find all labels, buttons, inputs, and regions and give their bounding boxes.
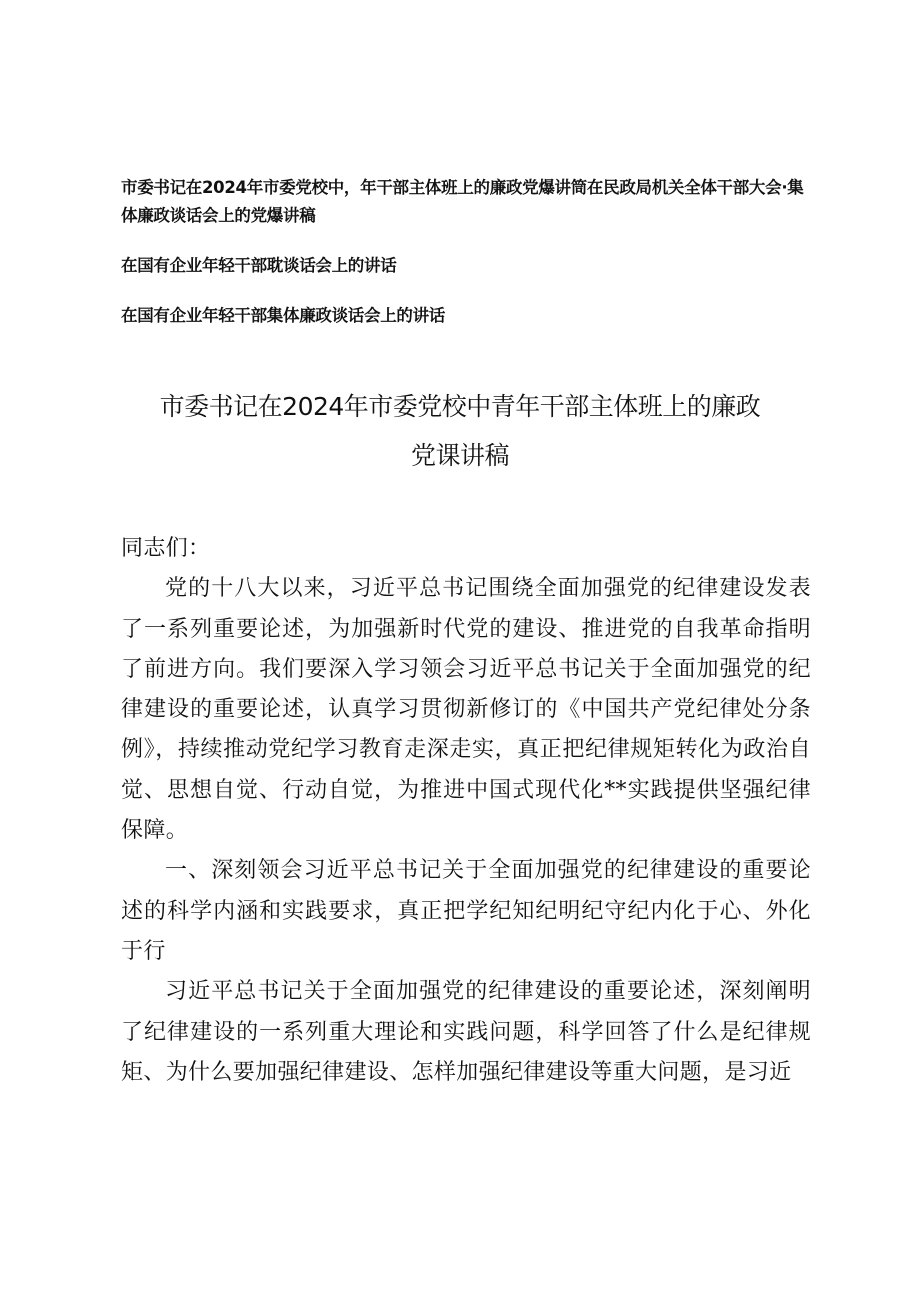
related-doc-item-2: 在国有企业年轻干部耽谈话会上的讲话 <box>121 256 397 275</box>
salutation: 同志们： <box>121 536 211 561</box>
section-heading-1: 一、深刻领会习近平总书记关于全面加强党的纪律建设的重要论述的科学内涵和实践要求，真正把学纪知纪明纪守纪内化于心、外化于行 <box>121 858 811 964</box>
paragraph-section-1: 习近平总书记关于全面加强党的纪律建设的重要论述，深刻阐明了纪律建设的一系列重大理论和实践问题，科学回答了什么是纪律规矩、为什么要加强纪律建设、怎样加强纪律建设等重大问题，是习近 <box>121 979 811 1085</box>
related-doc-item-3: 在国有企业年轻干部集体廉政谈话会上的讲话 <box>121 306 446 325</box>
document-body <box>121 529 811 1093</box>
document-title <box>112 382 808 480</box>
related-docs-list <box>121 174 811 330</box>
paragraph-intro: 党的十八大以来，习近平总书记围绕全面加强党的纪律建设发表了一系列重要论述，为加强新时代党的建设、推进党的自我革命指明了前进方向。我们要深入学习领会习近平总书记关于全面加强党的纪律建设的重要论述，认真学习贯彻新修订的《中国共产党纪律处分条例》，持续推动党纪学习教育走深走实，真正把纪律规矩转化为政治自觉、思想自觉、行动自觉，为推进中国式现代化**实践提供坚强纪律保障。 <box>121 576 811 844</box>
document-title-line-1: 市委书记在2024年市委党校中青年干部主体班上的廉政 <box>159 392 761 421</box>
document-title-line-2: 党课讲稿 <box>410 441 509 470</box>
related-doc-item-1: 市委书记在2024年市委党校中，年干部主体班上的廉政党爆讲筒在民政局机关全体干部大会·集体廉政谈话会上的党爆讲稿 <box>121 178 804 225</box>
